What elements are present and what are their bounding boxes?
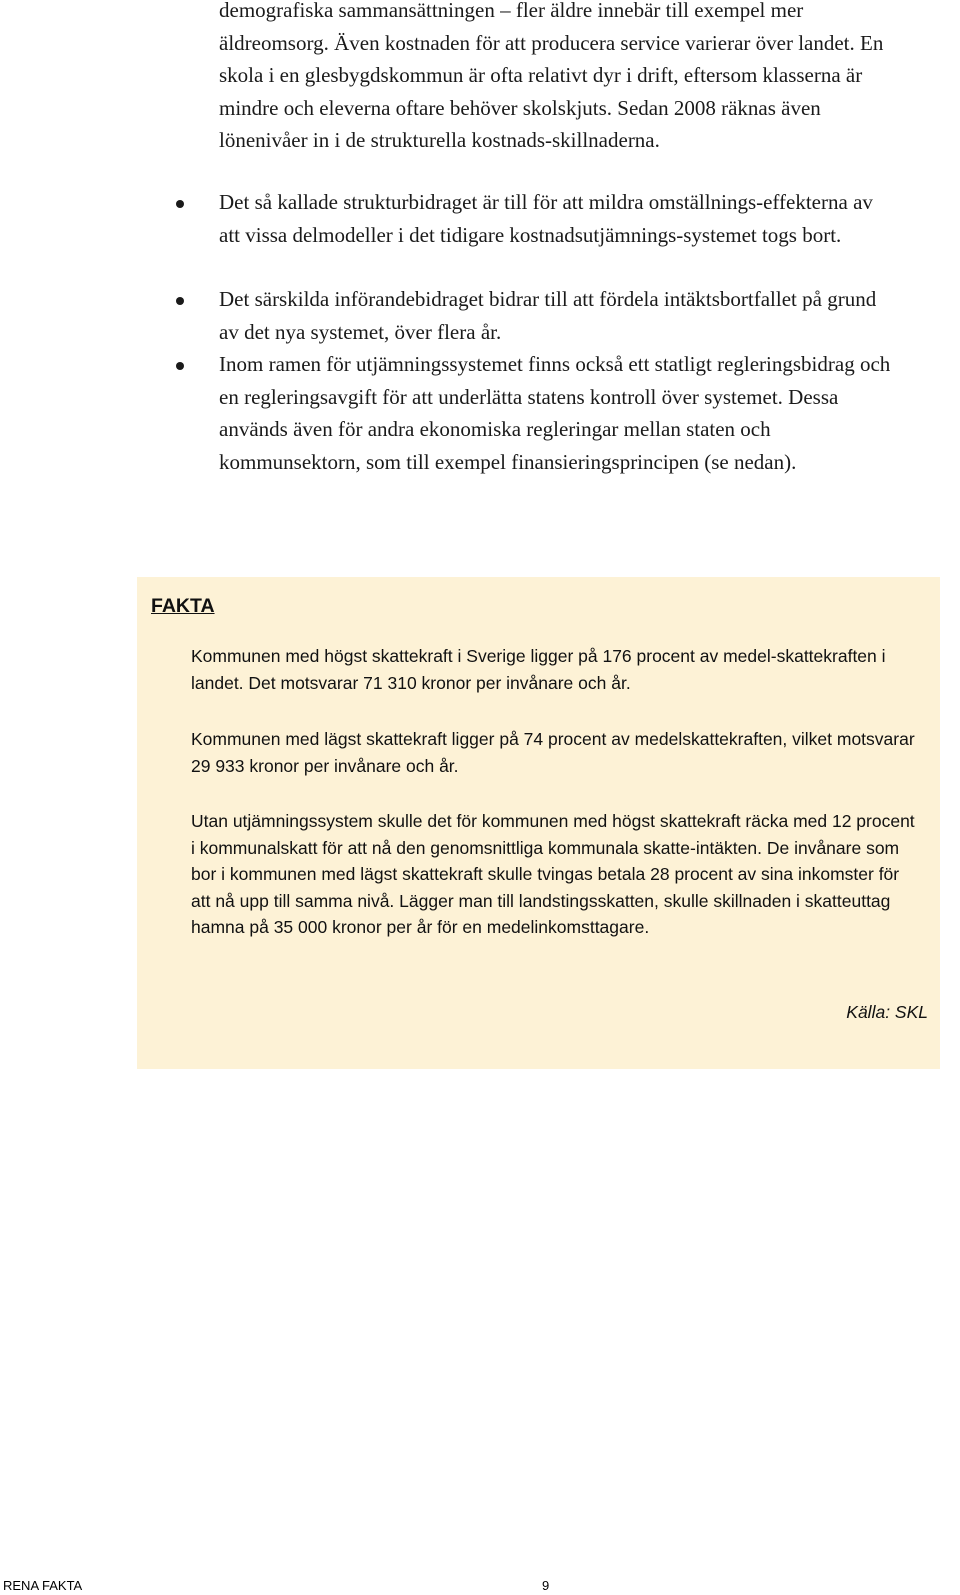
bullet-item-strukturbidrag: Det så kallade strukturbidraget är till för att mildra omställnings-effekterna av att vissa delmodeller i det tidigare kostnadsutjämnings-systemet togs bort. [219,190,873,247]
footer-page-number: 9 [542,1578,550,1593]
bullet-dot-icon [176,362,184,370]
fakta-source: Källa: SKL [846,1002,928,1022]
bullet-dot-icon [176,297,184,305]
fakta-paragraph-without-equalization: Utan utjämningssystem skulle det för kommunen med högst skattekraft räcka med 12 procent i kommunalskatt för att nå den genomsnittliga kommunala skatte-intäkten. De invånare som bor i kommunen med lägst skattekraft skulle tvingas betala 28 procent av sina inkomster för att nå upp till samma nivå. Lägger man till landstingsskatten, skulle skillnaden i skatteuttag hamna på 35 000 kronor per år för en medelinkomsttagare. [191,811,915,937]
fakta-paragraph-lowest: Kommunen med lägst skattekraft ligger på 74 procent av medelskattekraften, vilket motsvarar 29 933 kronor per invånare och år. [191,729,915,776]
fakta-paragraph-highest: Kommunen med högst skattekraft i Sverige ligger på 176 procent av medel-skattekraften i landet. Det motsvarar 71 310 kronor per invånare och år. [191,646,886,693]
fakta-box [137,577,940,1069]
fakta-title: FAKTA [151,595,215,617]
bullet-dot-icon [176,200,184,208]
footer-publication: RENA FAKTA [3,1578,83,1593]
bullet-item-inforandebidrag: Det särskilda införandebidraget bidrar till att fördela intäktsbortfallet på grund av det nya systemet, över flera år. [219,287,877,344]
bullet-item-regleringsbidrag: Inom ramen för utjämningssystemet finns också ett statligt regleringsbidrag och en regleringsavgift för att underlätta statens kontroll över systemet. Dessa används även för andra ekonomiska regleringar mellan staten och kommunsektorn, som till exempel finansieringsprincipen (se nedan). [219,352,891,474]
intro-paragraph: demografiska sammansättningen – fler äldre innebär till exempel mer äldreomsorg. Även kostnaden för att producera service varierar över landet. En skola i en glesbygdskommun är ofta relativt dyr i drift, eftersom klasserna är mindre och eleverna oftare behöver skolskjuts. Sedan 2008 räknas även lönenivåer in i de strukturella kostnads-skillnaderna. [219,0,884,152]
